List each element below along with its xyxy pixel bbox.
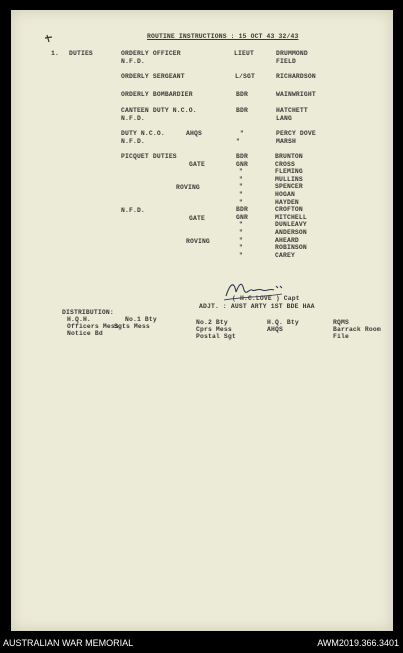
picquet-rank: " — [239, 198, 243, 206]
name-orderly-sergeant: RICHARDSON — [276, 73, 316, 80]
picquet-roving-label: ROVING — [176, 184, 200, 191]
picquet-rank: " — [239, 228, 243, 236]
distribution-item: Notice Bd — [67, 330, 103, 338]
picquet-name: HAYDEN — [275, 198, 299, 206]
distribution-col-3 — [196, 319, 236, 341]
picquet-rank: " — [239, 236, 243, 244]
picquet-name: CAREY — [275, 251, 295, 259]
picquet-rank: BDR — [236, 153, 248, 160]
distribution-col-1 — [67, 316, 119, 338]
picquet-rank: " — [239, 190, 243, 198]
picquet-name: SPENCER — [275, 183, 303, 191]
picquet-rank: BDR — [236, 206, 248, 214]
rank-duty-nco: " — [240, 130, 244, 137]
rank-duty-nco-nfd: " — [236, 138, 240, 145]
picquet-name-column — [275, 153, 307, 259]
distribution-col-2 — [114, 316, 157, 330]
duty-label-duty-nco: DUTY N.C.O. — [121, 130, 165, 137]
distribution-item: Sgts Mess — [114, 323, 150, 331]
duty-label-orderly-sergeant: ORDERLY SERGEANT — [121, 73, 185, 80]
picquet-name: ROBINSON — [275, 244, 307, 252]
picquet-rank: " — [239, 251, 243, 259]
picquet-name: MITCHELL — [275, 213, 307, 221]
duty-label-orderly-officer: ORDERLY OFFICER — [121, 50, 181, 57]
distribution-item: No.1 Bty — [125, 316, 157, 323]
name-canteen-nfd: LANG — [276, 115, 292, 122]
section-number: 1. — [51, 50, 59, 57]
name-duty-nco: PERCY DOVE — [276, 130, 316, 137]
picquet-gate2-label: GATE — [189, 215, 205, 222]
distribution-item: Cprs Mess — [196, 326, 232, 334]
distribution-item: File — [333, 333, 349, 341]
signatory-title: ADJT. : AUST ARTY 1ST BDE HAA — [199, 303, 315, 310]
document-heading: ROUTINE INSTRUCTIONS : 15 OCT 43 32/43 — [147, 33, 299, 40]
duty-sub-duty-nco-nfd: N.F.D. — [121, 138, 145, 145]
duty-unit-ahqs: AHQS — [186, 130, 202, 137]
picquet-name: FLEMING — [275, 168, 303, 176]
rank-orderly-sergeant: L/SGT — [235, 73, 255, 80]
picquet-rank-column — [236, 153, 248, 259]
rank-orderly-officer: LIEUT — [234, 50, 254, 57]
name-duty-nco-nfd: MARSH — [276, 138, 296, 145]
distribution-label: DISTRIBUTION: — [62, 309, 114, 316]
rank-canteen: BDR — [236, 107, 248, 114]
distribution-item: AHQS — [267, 326, 283, 334]
duty-label-picquet: PICQUET DUTIES — [121, 153, 177, 160]
distribution-item: H.Q.H. — [67, 316, 91, 323]
picquet-name: AHEARD — [275, 236, 299, 244]
duty-sub-nfd: N.F.D. — [121, 58, 145, 65]
duty-label-orderly-bombardier: ORDERLY BOMBARDIER — [121, 91, 193, 98]
picquet-name: DUNLEAVY — [275, 221, 307, 229]
tick-mark — [44, 34, 54, 44]
picquet-name: ANDERSON — [275, 228, 307, 236]
picquet-name: CROFTON — [275, 206, 303, 214]
signatory-name: ( H.C.LOVE ) Capt — [232, 295, 300, 302]
picquet-rank: GNR — [236, 160, 248, 168]
distribution-item: RQMS — [333, 319, 349, 326]
duty-sub-canteen-nfd: N.F.D. — [121, 115, 145, 122]
name-orderly-bombardier: WAINWRIGHT — [276, 91, 316, 98]
picquet-rank: " — [239, 244, 243, 252]
section-title: DUTIES — [69, 50, 93, 57]
picquet-name: MULLINS — [275, 175, 303, 183]
distribution-col-4 — [267, 319, 299, 333]
picquet-gate-label: GATE — [189, 161, 205, 168]
picquet-name: HOGAN — [275, 190, 295, 198]
picquet-rank: " — [239, 221, 243, 229]
name-orderly-officer: DRUMMOND — [276, 50, 308, 57]
distribution-item: Postal Sgt — [196, 333, 236, 341]
picquet-rank: " — [239, 175, 243, 183]
distribution-item: Officers Mess — [67, 323, 119, 331]
distribution-item: H.Q. Bty — [267, 319, 299, 326]
name-canteen: HATCHETT — [276, 107, 308, 114]
footer-institution: AUSTRALIAN WAR MEMORIAL — [3, 638, 134, 648]
archive-footer — [0, 635, 403, 653]
picquet-rank: GNR — [236, 213, 248, 221]
picquet-nfd-label: N.F.D. — [121, 207, 145, 214]
picquet-name: BRUNTON — [275, 153, 303, 160]
distribution-item: No.2 Bty — [196, 319, 228, 326]
picquet-rank: " — [239, 168, 243, 176]
distribution-col-5 — [333, 319, 381, 341]
duty-label-canteen: CANTEEN DUTY N.C.O. — [121, 107, 197, 114]
picquet-rank: " — [239, 183, 243, 191]
picquet-name: CROSS — [275, 160, 295, 168]
rank-orderly-bombardier: BDR — [236, 91, 248, 98]
picquet-roving2-label: ROVING — [186, 238, 210, 245]
distribution-item: Barrack Room — [333, 326, 381, 334]
name-orderly-officer-nfd: FIELD — [276, 58, 296, 65]
footer-accession-number: AWM2019.366.3401 — [317, 638, 399, 648]
